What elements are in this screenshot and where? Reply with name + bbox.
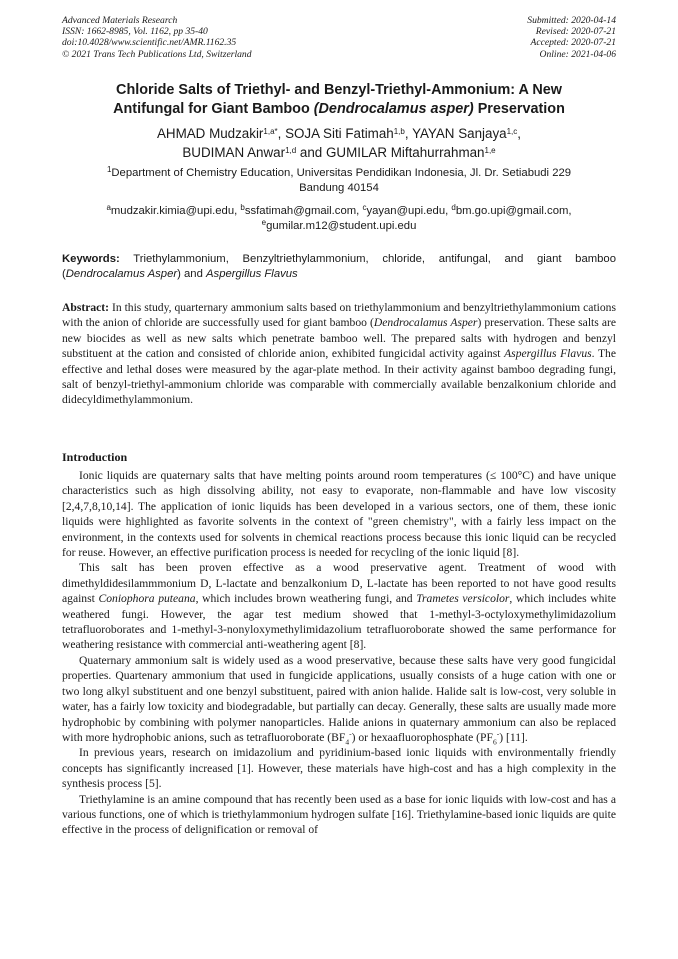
- paragraph: In previous years, research on imidazolium and pyridinium-based ionic liquids with environmentally friendly concepts has significantly increased [1]. However, these materials have high-cost and has a high complexity in the synthesis process [5].: [62, 746, 616, 791]
- author-list: [62, 124, 616, 163]
- paragraph: Quaternary ammonium salt is widely used as a wood preservative, because these salts have very good fungicidal properties. Quartenary ammonium that used in fungicide applications, usually consists of a huge cation with one or two long alkyl substituent and one benzyl substituent, paired with anion halide. Halide salt is low-cost, very soluble in water, has a fairly low toxicity and biodegradable, but partially can decay. Generally, these salts are usually made more hydrophobic by combining with polymer nanoparticles. Halide anions in quaternary ammonium can also be replaced with more hydrophobic anions, such as tetrafluoroborate $(BF_4^-)$ or hexaafluorophosphate $(PF_6^-)$ [11].: [62, 653, 616, 747]
- accepted-date: Accepted: 2020-07-21: [530, 37, 616, 49]
- author: GUMILAR Miftahurrahman: [325, 145, 485, 161]
- email-link[interactable]: bm.go.upi@gmail.com,: [455, 205, 572, 217]
- keywords-label: Keywords:: [62, 253, 120, 265]
- section-heading-introduction: Introduction: [62, 450, 128, 464]
- title-line-1: Chloride Salts of Triethyl- and Benzyl-Triethyl-Ammonium: A New: [116, 82, 562, 98]
- author-line-1: AHMAD Mudzakir$^{1,a*}$, SOJA Siti Fatimah$^{1,b}$, YAYAN Sanjaya$^{1,c}$,: [156, 126, 521, 141]
- email-link[interactable]: mudzakir.kimia@upi.edu,: [110, 205, 241, 217]
- keywords: Keywords: Triethylammonium, Benzyltriethylammonium, chloride, antifungal, and giant bamboo (Dendrocalamus Asper) and Aspergillus Flavus: [62, 253, 616, 281]
- revised-date: Revised: 2020-07-21: [535, 26, 616, 38]
- author: BUDIMAN Anwar: [182, 145, 286, 161]
- paragraph: Triethylamine is an amine compound that has recently been used as a base for ionic liquids with low-cost and has a various functions, one of which is triethylammonium hydrogen sulfate [16]. Triethylamine-based ionic liquids are quite effective in the process of delignification or removal of: [62, 792, 616, 837]
- introduction-body: [62, 468, 616, 838]
- online-date: Online: 2021-04-06: [539, 48, 616, 60]
- author: SOJA Siti Fatimah: [285, 126, 394, 141]
- paragraph: Ionic liquids are quaternary salts that have melting points around room temperatures (≤ 100°C) and have unique characteristics such as high dissolving ability, not easy to evaporate, non-flammable and have low viscosity [2,4,7,8,10,14]. The application of ionic liquids has been developed in a various sectors, one of them, these ionic liquids were highlighted as favorite solvents in the context of "green chemistry", with a fairly less impact on the environment, in the contexts used for solvents in chemical reactions process because this ionic liquid can be recycled for reuse. However, an effective purification process is needed for recycling of the ionic liquid [8].: [62, 469, 616, 560]
- paragraph: This salt has been proven effective as a wood preservative agent. Treatment of wood with dimethyldidesilammmonium D, L-lactate and benzalkonium D, L-lactate has been reported to not have good results against Coniophora puteana, which includes brown weathering fungi, and Trametes versicolor, which includes white weathered fungi. However, the agar test medium showed that 1-methyl-3-octyloxymethylimidazolium tetrafluoroborates and 1-methyl-3-nonyloxymethylimidazolium tetrafluoroborate showed the same performance for weathering resistance with commercial anti-weathering agent [8].: [62, 561, 617, 652]
- publication-dates: [527, 15, 616, 60]
- abstract-label: Abstract:: [62, 301, 110, 314]
- title-species: (Dendrocalamus asper): [313, 100, 474, 117]
- journal-info: [62, 15, 252, 60]
- email-link[interactable]: ssfatimah@gmail.com,: [244, 205, 363, 217]
- email-link[interactable]: yayan@upi.edu,: [366, 205, 452, 217]
- journal-name: Advanced Materials Research: [62, 15, 178, 26]
- affiliation: $^1$Department of Chemistry Education, Universitas Pendidikan Indonesia, Jl. Dr. Setiabudi 229 Bandung 40154: [106, 165, 572, 195]
- email-link[interactable]: gumilar.m12@student.upi.edu: [266, 220, 417, 233]
- author-line-2: BUDIMAN Anwar$^{1,d}$ and GUMILAR Miftahurrahman$^{1,e}$: [182, 145, 496, 161]
- paper-title: [62, 81, 616, 118]
- author: YAYAN Sanjaya: [412, 126, 507, 141]
- title-line-2: Antifungal for Giant Bamboo (Dendrocalamus asper) Preservation: [113, 100, 565, 117]
- author-emails: $^a$mudzakir.kimia@upi.edu, $^b$ssfatimah@gmail.com, $^c$yayan@upi.edu, $^d$bm.go.upi@gmail.com, $^e$gumilar.m12@student.upi.edu: [106, 203, 572, 233]
- submitted-date: Submitted: 2020-04-14: [527, 15, 616, 26]
- doi-line[interactable]: doi:10.4028/www.scientific.net/AMR.1162.35: [62, 37, 237, 49]
- abstract: Abstract: In this study, quarternary ammonium salts based on triethylammonium and benzyltriethylammonium cations with the anion of chloride are successfully used for giant bamboo (Dendrocalamus Asper) preservation. These salts are new biocides as well as new salts which penetrate bamboo well. The prepared salts with hydrogen and benzyl substituent at the cation and consisted of chloride anion, exhibited fungicidal activity against Aspergillus Flavus. The effective and lethal doses were measured by the agar-plate method. In their activity against bamboo degrading fungi, salt of benzyl-triethyl-ammonium chloride was comparable with commercially available benzalkonium chloride and didecyldimethylammonium.: [62, 301, 616, 407]
- issn-line: ISSN: 1662-8985, Vol. 1162, pp 35-40: [62, 26, 208, 38]
- author: AHMAD Mudzakir: [156, 126, 264, 141]
- copyright-line: © 2021 Trans Tech Publications Ltd, Switzerland: [62, 48, 252, 60]
